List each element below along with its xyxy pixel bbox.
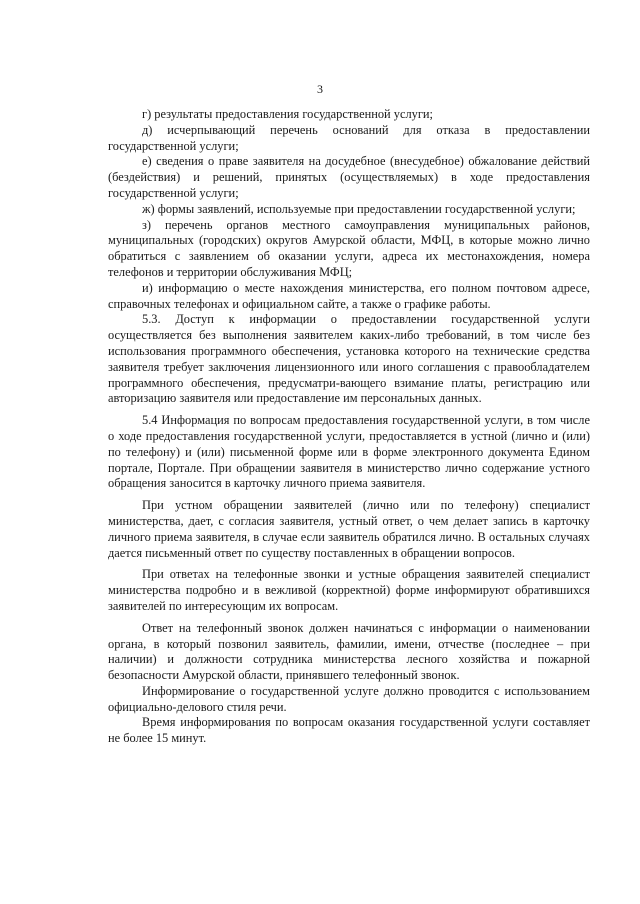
paragraph-style: Информирование о государственной услуге должно проводится с использованием официально-делового стиля речи. bbox=[108, 683, 590, 714]
list-item-i: и) информацию о месте нахождения министерства, его полном почтовом адресе, справочных телефонах и официальном сайте, а также о графике работы. bbox=[108, 280, 590, 311]
paragraph-phone-answers: При ответах на телефонные звонки и устные обращения заявителей специалист министерства подробно и в вежливой (корректной) форме информируют обратившихся заявителей по интересующим их вопросам. bbox=[108, 567, 590, 613]
paragraph-duration: Время информирования по вопросам оказания государственной услуги составляет не более 15 минут. bbox=[108, 715, 590, 746]
clause-5-3: 5.3. Доступ к информации о предоставлении государственной услуги осуществляется без выполнения заявителем каких-либо требований, в том числе без использования программного обеспечения, установка которого на технические средства заявителя требует заключения лицензионного или иного соглашения с правообладателем программного обеспечения, предусматри-вающего взимание платы, регистрацию или авторизацию заявителя или предоставление им персональных данных. bbox=[108, 312, 590, 406]
paragraph-oral-inquiry: При устном обращении заявителей (лично или по телефону) специалист министерства, дает, с согласия заявителя, устный ответ, о чем делает запись в карточку личного приема заявителя, в случае если заявитель обратился лично. В остальных случаях дается письменный ответ по существу поставленных в обращении вопросов. bbox=[108, 498, 590, 560]
document-body bbox=[108, 107, 590, 747]
list-item-zh: ж) формы заявлений, используемые при предоставлении государственной услуги; bbox=[142, 201, 576, 216]
list-item-e: е) сведения о праве заявителя на досудебное (внесудебное) обжалование действий (бездействия) и решений, принятых (осуществляемых) в ходе предоставления государственной услуги; bbox=[108, 154, 590, 200]
list-item-z: з) перечень органов местного самоуправления муниципальных районов, муниципальных (городских) округов Амурской области, МФЦ, в которые можно лично обратиться с заявлением об оказании услуги, адреса их местонахождения, номера телефонов и территории обслуживания МФЦ; bbox=[108, 217, 590, 279]
list-item-g: г) результаты предоставления государственной услуги; bbox=[142, 107, 433, 121]
paragraph-call-start: Ответ на телефонный звонок должен начинаться с информации о наименовании органа, в который позвонил заявитель, фамилии, имени, отчестве (последнее – при наличии) и должности сотрудника министерства лесного хозяйства и пожарной безопасности Амурской области, принявшего телефонный звонок. bbox=[108, 620, 590, 683]
page-number: 3 bbox=[317, 82, 323, 96]
list-item-d: д) исчерпывающий перечень оснований для отказа в предоставлении государственной услуги; bbox=[108, 122, 590, 153]
clause-5-4: 5.4 Информация по вопросам предоставления государственной услуги, в том числе о ходе предоставления государственной услуги, предоставляется в устной (лично и (или) по телефону) и (или) письменной форме или в форме электронного документа Едином портале, Портале. При обращении заявителя в министерство лично содержание устного обращения заносится в карточку личного приема заявителя. bbox=[108, 413, 590, 491]
